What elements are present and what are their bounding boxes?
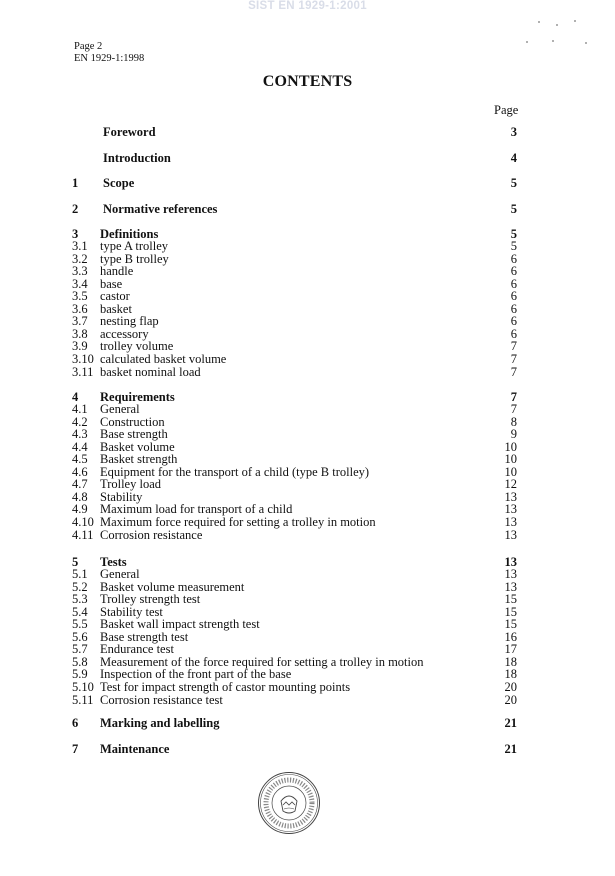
toc-entry-page: 15 [504, 617, 517, 632]
toc-entry-number: 4.5 [72, 452, 88, 467]
toc-entry-page: 7 [510, 390, 517, 404]
toc-entry-label: nesting flap [100, 314, 159, 329]
toc-entry-page: 15 [504, 604, 517, 619]
toc-entry-label: accessory [100, 326, 149, 341]
toc-entry-label: basket nominal load [100, 364, 201, 379]
scan-speck [552, 40, 554, 42]
toc-entry-number: 4 [72, 390, 79, 404]
toc-entry-label: Equipment for the transport of a child (type B trolley) [100, 464, 370, 479]
toc-entry-number: 5.9 [72, 667, 88, 682]
toc-entry-number: 5.7 [72, 642, 88, 657]
toc-entry [0, 717, 615, 730]
toc-entry [0, 126, 615, 139]
page-number: Page 2 [74, 41, 103, 52]
toc-entry-number: 3.9 [72, 339, 88, 354]
toc-entry [0, 694, 615, 707]
toc-entry-number: 4.10 [72, 514, 94, 529]
toc-entry-page: 6 [510, 289, 517, 304]
toc-entry-label: Measurement of the force required for setting a trolley in motion [100, 654, 424, 669]
toc-entry-number: 4.9 [72, 502, 88, 517]
toc-entry [0, 656, 615, 669]
page-column-label: Page [494, 103, 519, 117]
toc-entry-label: Maximum force required for setting a trolley in motion [100, 514, 376, 529]
toc-entry-number: 3.6 [72, 301, 88, 316]
toc-entry-label: type B trolley [100, 251, 169, 266]
toc-entry-page: 20 [504, 679, 517, 694]
toc-entry-number: 3.2 [72, 251, 88, 266]
toc-entry [0, 303, 615, 316]
toc-entry [0, 593, 615, 606]
toc-entry-number: 5.3 [72, 592, 88, 607]
toc-entry-page: 10 [504, 439, 517, 454]
toc-entry-number: 4.3 [72, 427, 88, 442]
toc-entry-page: 10 [504, 452, 517, 467]
toc-entry-label: castor [100, 289, 130, 304]
toc-entry-label: Basket wall impact strength test [100, 617, 260, 632]
toc-entry-page: 13 [504, 489, 517, 504]
toc-entry-number: 3.1 [72, 239, 88, 253]
toc-entry-page: 13 [504, 502, 517, 517]
toc-entry-number: 5.10 [72, 679, 94, 694]
toc-entry-page: 6 [510, 314, 517, 329]
toc-entry [0, 177, 615, 190]
toc-entry [0, 529, 615, 542]
toc-entry-page: 4 [510, 151, 517, 165]
toc-entry-number: 1 [72, 176, 79, 190]
toc-entry [0, 568, 615, 581]
toc-entry-page: 6 [510, 301, 517, 316]
toc-entry-page: 13 [504, 527, 517, 542]
scan-speck [585, 42, 587, 44]
toc-entry [0, 353, 615, 366]
toc-entry-label: Corrosion resistance test [100, 692, 223, 707]
toc-entry-page: 15 [504, 592, 517, 607]
toc-entry-number: 3.8 [72, 326, 88, 341]
scan-speck [574, 20, 576, 22]
toc-entry-page: 6 [510, 251, 517, 266]
standard-id: EN 1929-1:1998 [74, 53, 145, 64]
toc-entry-page: 6 [510, 276, 517, 291]
toc-entry-number: 5.6 [72, 629, 88, 644]
toc-entry-number: 4.7 [72, 477, 88, 492]
toc-entry-page: 12 [504, 477, 517, 492]
toc-entry [0, 416, 615, 429]
toc-entry-page: 16 [504, 629, 517, 644]
toc-entry-number: 4.11 [72, 527, 94, 542]
toc-entry-page: 18 [504, 667, 517, 682]
toc-entry [0, 290, 615, 303]
toc-entry-page: 6 [510, 264, 517, 279]
toc-entry-number: 5.1 [72, 567, 88, 581]
toc-entry-label: trolley volume [100, 339, 174, 354]
toc-entry-page: 21 [504, 716, 517, 730]
toc-entry [0, 265, 615, 278]
toc-entry-page: 3 [510, 125, 517, 139]
toc-entry-page: 7 [510, 351, 517, 366]
toc-entry-label: Maximum load for transport of a child [100, 502, 293, 517]
toc-entry [0, 428, 615, 441]
toc-entry-number: 4.1 [72, 402, 88, 416]
toc-entry-label: base [100, 276, 123, 291]
scan-speck [538, 21, 540, 23]
toc-entry [0, 328, 615, 341]
toc-entry-label: Basket strength [100, 452, 178, 467]
toc-entry [0, 203, 615, 216]
toc-entry-label: Normative references [103, 202, 218, 216]
toc-entry-number: 3.11 [72, 364, 94, 379]
toc-entry-label: Scope [103, 176, 135, 190]
toc-entry-number: 2 [72, 202, 79, 216]
toc-entry-label: Marking and labelling [100, 716, 220, 730]
toc-entry-number: 3.7 [72, 314, 88, 329]
toc-entry-number: 3.10 [72, 351, 94, 366]
toc-entry-label: Test for impact strength of castor mounting points [100, 679, 351, 694]
toc-entry-number: 4.2 [72, 414, 88, 429]
toc-entry [0, 240, 615, 253]
toc-entry-label: Inspection of the front part of the base [100, 667, 292, 682]
official-seal-stamp [257, 771, 321, 835]
toc-entry-page: 5 [510, 227, 517, 241]
toc-entry-page: 6 [510, 326, 517, 341]
toc-entry-number: 5.11 [72, 692, 94, 707]
toc-entry-page: 5 [510, 176, 517, 190]
toc-entry-label: Stability test [100, 604, 163, 619]
toc-entry-label: Basket volume measurement [100, 579, 245, 594]
toc-entry-label: Basket volume [100, 439, 175, 454]
toc-entry-label: Maintenance [100, 742, 170, 756]
toc-entry-label: Construction [100, 414, 165, 429]
toc-entry-label: Introduction [103, 151, 171, 165]
toc-entry-number: 4.6 [72, 464, 88, 479]
toc-entry-number: 5 [72, 555, 79, 569]
toc-entry-label: Base strength test [100, 629, 189, 644]
toc-entry-label: Endurance test [100, 642, 174, 657]
toc-entry-page: 20 [504, 692, 517, 707]
toc-entry-number: 4.8 [72, 489, 88, 504]
toc-entry [0, 478, 615, 491]
toc-entry-label: calculated basket volume [100, 351, 227, 366]
toc-entry [0, 581, 615, 594]
toc-entry-number: 3.5 [72, 289, 88, 304]
toc-entry-number: 3 [72, 227, 79, 241]
toc-entry-page: 17 [504, 642, 517, 657]
toc-entry-label: Trolley strength test [100, 592, 201, 607]
toc-entry [0, 366, 615, 379]
toc-entry [0, 516, 615, 529]
toc-entry-number: 5.5 [72, 617, 88, 632]
toc-entry-label: type A trolley [100, 239, 169, 253]
toc-entry-page: 13 [504, 514, 517, 529]
toc-entry-number: 5.2 [72, 579, 88, 594]
toc-entry-number: 5.8 [72, 654, 88, 669]
toc-entry [0, 631, 615, 644]
toc-entry-label: basket [100, 301, 132, 316]
toc-entry-page: 18 [504, 654, 517, 669]
toc-entry [0, 618, 615, 631]
scan-speck [526, 41, 528, 43]
toc-entry [0, 743, 615, 756]
toc-entry-page: 5 [510, 239, 517, 253]
toc-entry-label: Foreword [103, 125, 156, 139]
toc-entry-label: Requirements [100, 390, 175, 404]
toc-entry-label: Corrosion resistance [100, 527, 203, 542]
toc-entry-page: 13 [504, 579, 517, 594]
toc-entry-label: Definitions [100, 227, 159, 241]
toc-entry [0, 253, 615, 266]
toc-entry-page: 7 [510, 402, 517, 416]
toc-entry [0, 491, 615, 504]
toc-entry-page: 21 [504, 742, 517, 756]
toc-entry [0, 466, 615, 479]
toc-entry-page: 13 [504, 555, 517, 569]
toc-entry [0, 403, 615, 416]
toc-entry [0, 152, 615, 165]
toc-entry-number: 6 [72, 716, 79, 730]
toc-entry-label: General [100, 402, 140, 416]
toc-entry-page: 7 [510, 339, 517, 354]
toc-entry-label: General [100, 567, 140, 581]
toc-entry-label: Trolley load [100, 477, 161, 492]
toc-entry [0, 315, 615, 328]
toc-entry-label: handle [100, 264, 134, 279]
toc-entry-page: 8 [510, 414, 517, 429]
watermark: SIST EN 1929-1:2001 [248, 0, 367, 12]
toc-entry-page: 10 [504, 464, 517, 479]
toc-entry-page: 7 [510, 364, 517, 379]
toc-entry [0, 606, 615, 619]
page-header [74, 41, 144, 65]
page-title: CONTENTS [262, 73, 353, 90]
toc-entry-label: Tests [100, 555, 127, 569]
toc-entry-label: Base strength [100, 427, 168, 442]
toc-entry [0, 278, 615, 291]
scan-speck [556, 24, 558, 26]
toc-entry-page: 5 [510, 202, 517, 216]
toc-entry [0, 681, 615, 694]
toc-entry [0, 441, 615, 454]
toc-entry-number: 3.4 [72, 276, 88, 291]
toc-entry-number: 7 [72, 742, 79, 756]
toc-entry-number: 4.4 [72, 439, 88, 454]
toc-entry-number: 5.4 [72, 604, 88, 619]
toc-entry-page: 9 [510, 427, 517, 442]
toc-entry-label: Stability [100, 489, 143, 504]
toc-entry-page: 13 [504, 567, 517, 581]
toc-entry-number: 3.3 [72, 264, 88, 279]
